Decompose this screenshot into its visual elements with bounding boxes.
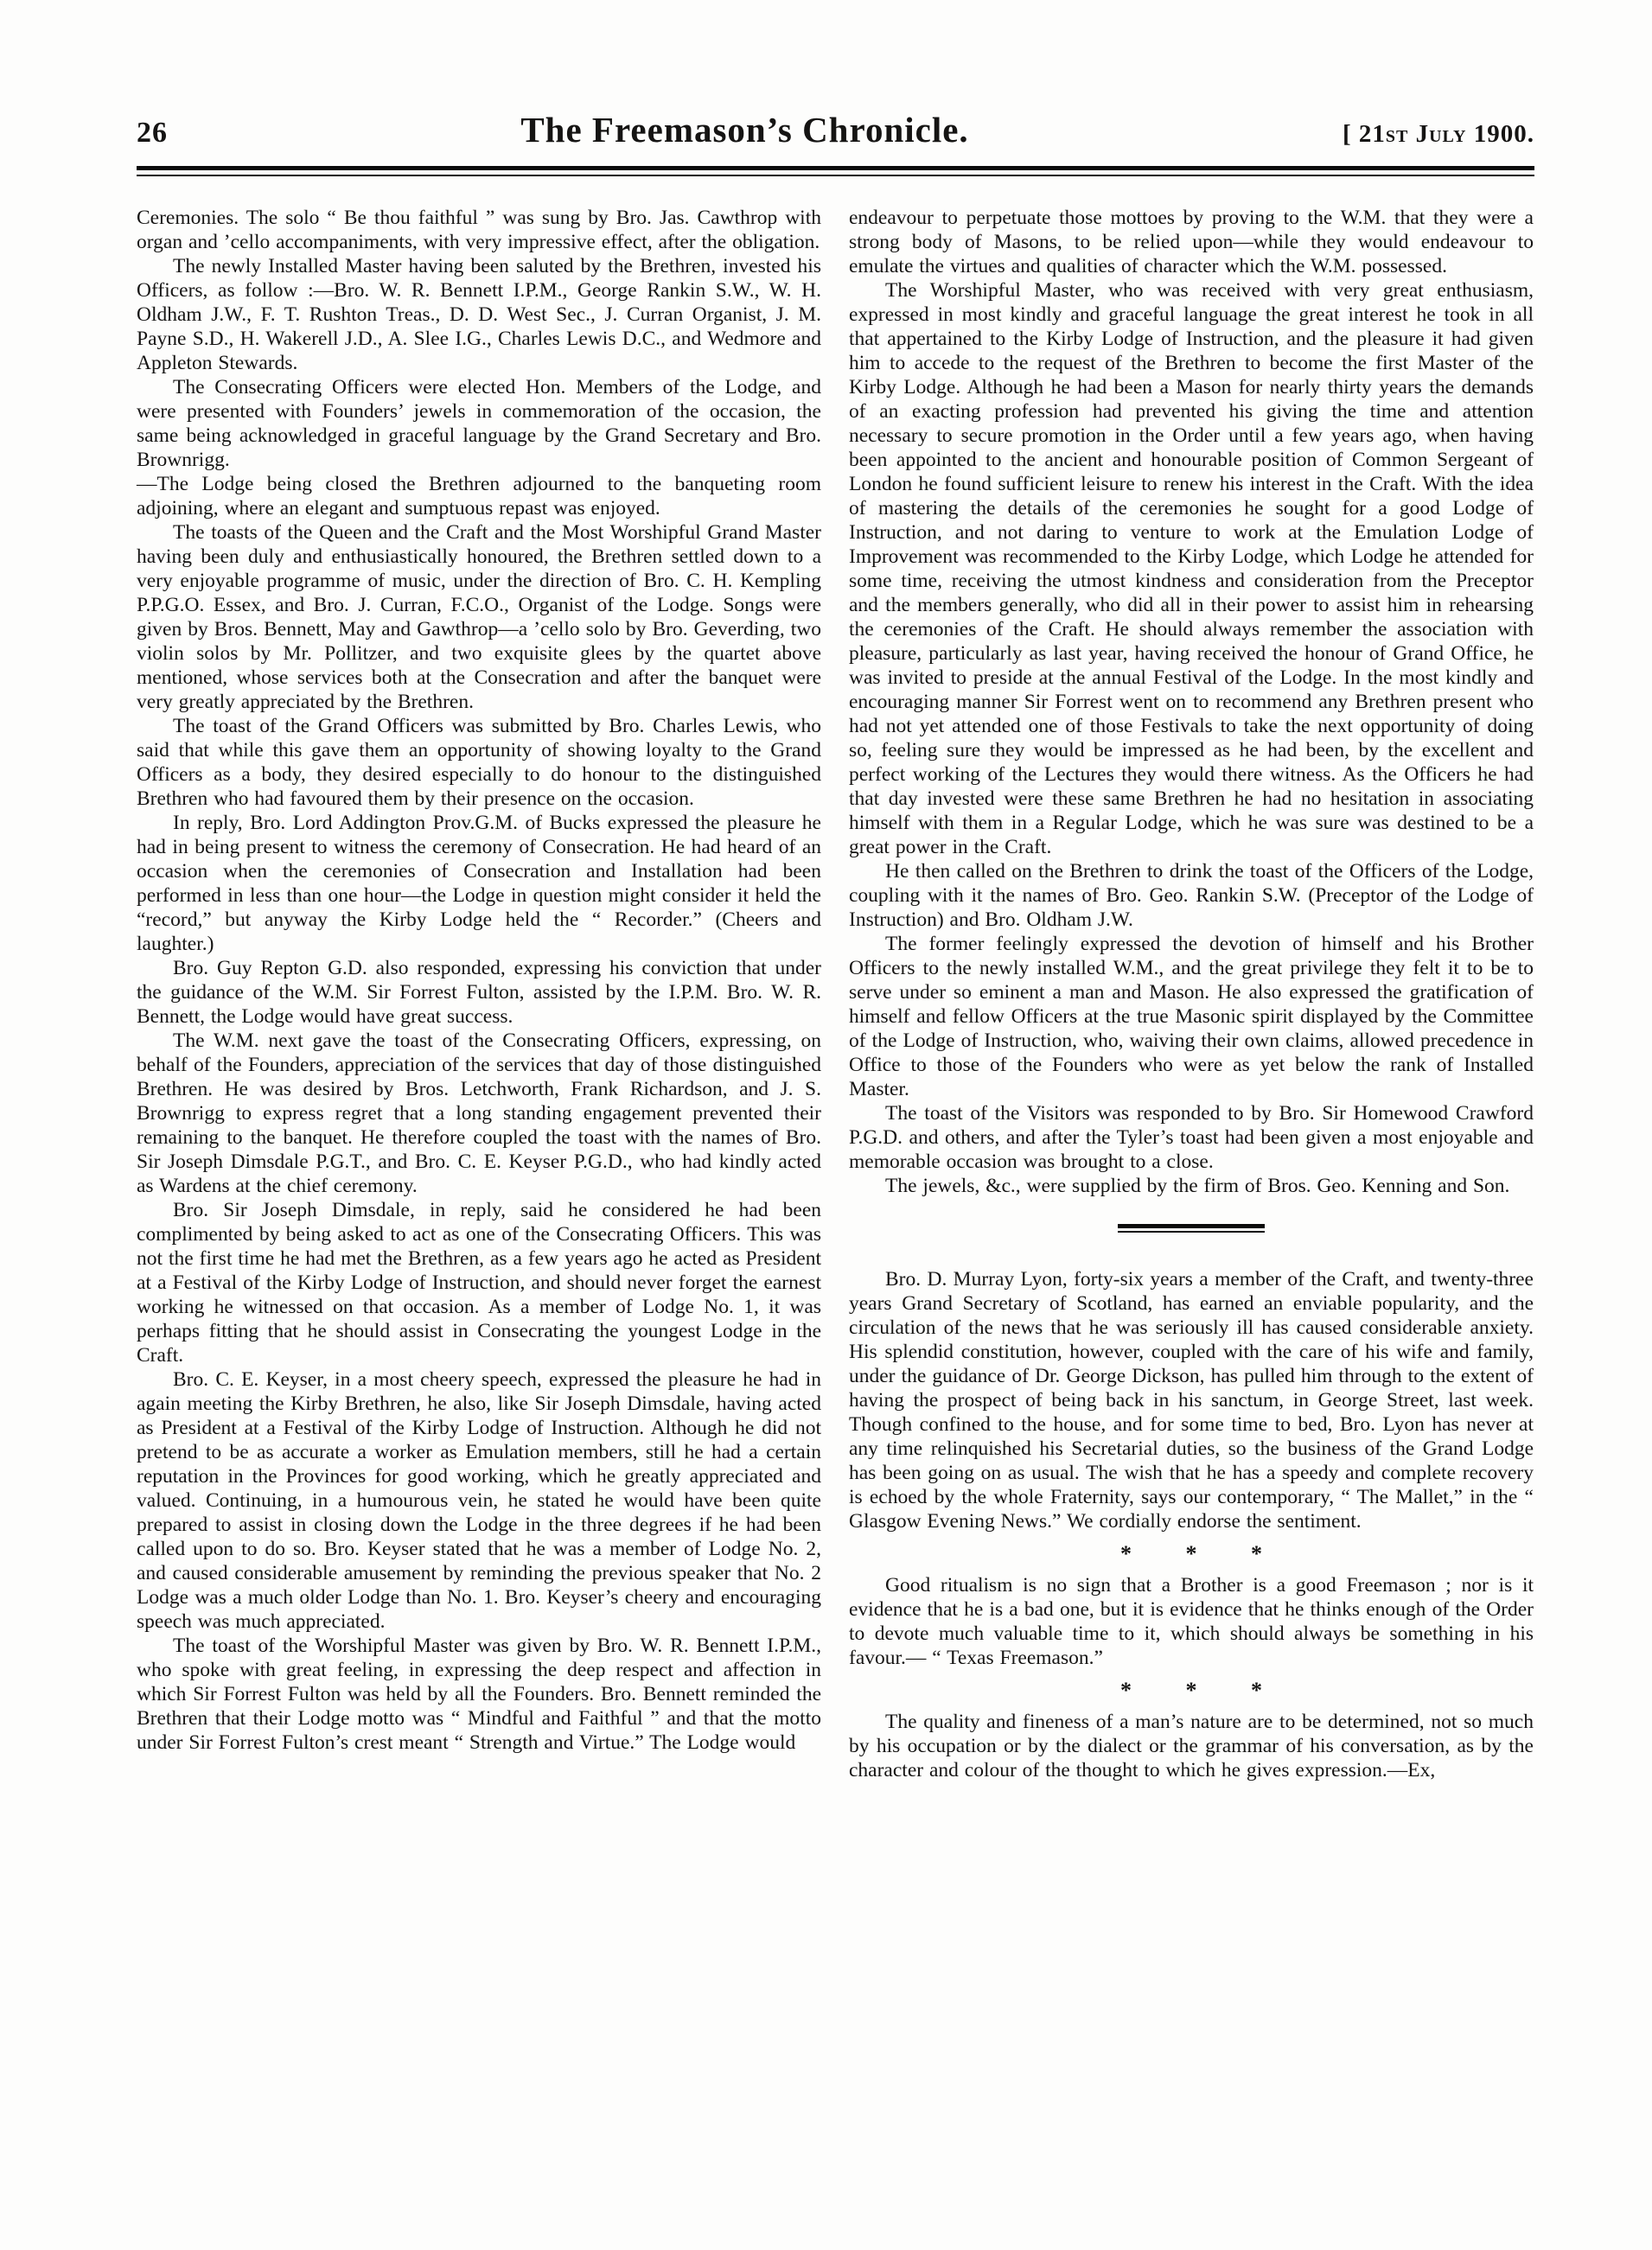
- paragraph: The W.M. next gave the toast of the Consecrating Officers, expressing, on behalf of the Founders, appreciation of the services that day of those distinguished Brethren. He was desired by Bros. Letchworth, Frank Richardson, and J. S. Brownrigg to express regret that a long standing engagement prevented their remaining to the banquet. He therefore coupled the toast with the names of Bro. Sir Joseph Dimsdale P.G.T., and Bro. C. E. Keyser P.G.D., who had kindly acted as Wardens at the chief ceremony.: [137, 1029, 821, 1197]
- paragraph: The quality and fineness of a man’s nature are to be determined, not so much by his occupation or by the dialect or the grammar of his conversation, as by the character and colour of the thought to which he gives expression.—Ex,: [849, 1711, 1534, 1782]
- paragraph: Ceremonies. The solo “ Be thou faithful ” was sung by Bro. Jas. Cawthrop with organ and ’cello accompaniments, with very impressive effect, after the obligation.: [137, 207, 821, 253]
- paragraph: The former feelingly expressed the devotion of himself and his Brother Officers to the newly installed W.M., and the great privilege they felt it to be to serve under so eminent a man and Mason. He also expressed the gratification of himself and fellow Officers at the true Masonic spirit displayed by the Committee of the Lodge of Instruction, who, waiving their own claims, allowed precedence in Office to those of the Founders who were as yet below the rank of Installed Master.: [849, 933, 1534, 1100]
- paragraph: Bro. C. E. Keyser, in a most cheery speech, expressed the pleasure he had in again meeting the Kirby Brethren, he also, like Sir Joseph Dimsdale, having acted as President at a Festival of the Kirby Lodge of Instruction. Although he did not pretend to be as accurate a worker as Emulation members, still he had a certain reputation in the Provinces for good working, which he greatly appreciated and valued. Continuing, in a humourous vein, he stated he would have been quite prepared to assist in closing down the Lodge in the three degrees if he had been called upon to do so. Bro. Keyser stated that he was a member of Lodge No. 2, and caused considerable amusement by reminding the previous speaker that No. 2 Lodge was a much older Lodge than No. 1. Bro. Keyser’s cheery and encouraging speech was much appreciated.: [137, 1368, 821, 1633]
- header-rule: [137, 166, 1534, 176]
- paragraph: Bro. Sir Joseph Dimsdale, in reply, said he considered he had been complimented by being asked to act as one of the Consecrating Officers. This was not the first time he had met the Brethren, as a few years ago he acted as President at a Festival of the Kirby Lodge of Instruction, and should never forget the earnest working he witnessed on that occasion. As a member of Lodge No. 1, it was perhaps fitting that he should assist in Consecrating the youngest Lodge in the Craft.: [137, 1199, 821, 1367]
- paragraph: The Consecrating Officers were elected Hon. Members of the Lodge, and were presented with Founders’ jewels in commemoration of the occasion, the same being acknowledged in graceful language by the Grand Secretary and Bro. Brownrigg.: [137, 376, 821, 471]
- paragraph: The jewels, &c., were supplied by the firm of Bros. Geo. Kenning and Son.: [885, 1175, 1510, 1197]
- paragraph: The Worshipful Master, who was received with very great enthusiasm, expressed in most kindly and graceful language the great interest he took in all that appertained to the Kirby Lodge of Instruction, and the pleasure it had given him to accede to the request of the Brethren to become the first Master of the Kirby Lodge. Although he had been a Mason for nearly thirty years the demands of an exacting profession had prevented his giving the time and attention necessary to secure promotion in the Order until a few years ago, when having been appointed to the ancient and honourable position of Common Sergeant of London he found sufficient leisure to renew his interest in the Craft. With the idea of mastering the details of the ceremonies he sought for a good Lodge of Instruction, and not daring to venture to work at the Emulation Lodge of Improvement was recommended to the Kirby Lodge, which Lodge he attended for some time, receiving the utmost kindness and consideration from the Preceptor and the members generally, who did all in their power to assist him in rehearsing the ceremonies of the Craft. He should always remember the association with pleasure, particularly as last year, having received the honour of Grand Office, he was invited to preside at the annual Festival of the Lodge. In the most kindly and encouraging manner Sir Forrest went on to recommend any Brethren present who had not yet attended one of those Festivals to take the next opportunity of doing so, feeling sure they would be impressed as he had been, by the excellent and perfect working of the Lectures they would there witness. As the Officers he had that day invested were these same Brethren he had no hesitation in associating himself with them in a Regular Lodge, which he was sure was destined to be a great power in the Craft.: [849, 279, 1534, 858]
- page-number: 26: [137, 117, 168, 149]
- right-column: [849, 206, 1534, 1782]
- paragraph: The toast of the Grand Officers was submitted by Bro. Charles Lewis, who said that while this gave them an opportunity of showing loyalty to the Grand Officers as a body, they desired especially to do honour to the distinguished Brethren who had favoured them by their presence on the occasion.: [137, 715, 821, 810]
- paragraph: The newly Installed Master having been saluted by the Brethren, invested his Officers, as follow :—Bro. W. R. Bennett I.P.M., George Rankin S.W., W. H. Oldham J.W., F. T. Rushton Treas., D. D. West Sec., J. Curran Organist, J. M. Payne S.D., H. Wakerell J.D., A. Slee I.G., Charles Lewis D.C., and Wedmore and Appleton Stewards.: [137, 255, 821, 374]
- masthead-title: The Freemason’s Chronicle.: [520, 110, 969, 150]
- paragraph: He then called on the Brethren to drink the toast of the Officers of the Lodge, coupling with it the names of Bro. Geo. Rankin S.W. (Preceptor of the Lodge of Instruction) and Bro. Oldham J.W.: [849, 860, 1534, 931]
- paragraph: endeavour to perpetuate those mottoes by proving to the W.M. that they were a strong body of Masons, to be relied upon—while they would endeavour to emulate the virtues and qualities of character which the W.M. possessed.: [849, 207, 1534, 277]
- paragraph: The toasts of the Queen and the Craft and the Most Worshipful Grand Master having been duly and enthusiastically honoured, the Brethren settled down to a very enjoyable programme of music, under the direction of Bro. C. H. Kempling P.P.G.O. Essex, and Bro. J. Curran, F.C.O., Organist of the Lodge. Songs were given by Bros. Bennett, May and Gawthrop—a ’cello solo by Bro. Geverding, two violin solos by Mr. Pollitzer, and two exquisite glees by the quartet above mentioned, whose services both at the Consecration and after the banquet were very greatly appreciated by the Brethren.: [137, 521, 821, 713]
- section-divider-rule: [1118, 1224, 1265, 1233]
- article-columns: [137, 206, 1534, 1782]
- asterisk-separator: * * *: [1120, 1678, 1262, 1703]
- paragraph: —The Lodge being closed the Brethren adjourned to the banqueting room adjoining, where an elegant and sumptuous repast was enjoyed.: [137, 473, 821, 519]
- asterisk-separator: * * *: [1120, 1541, 1262, 1566]
- paragraph: Bro. Guy Repton G.D. also responded, expressing his conviction that under the guidance of the W.M. Sir Forrest Fulton, assisted by the I.P.M. Bro. W. R. Bennett, the Lodge would have great success.: [137, 957, 821, 1028]
- paragraph: In reply, Bro. Lord Addington Prov.G.M. of Bucks expressed the pleasure he had in being present to witness the ceremony of Consecration. He had heard of an occasion when the ceremonies of Consecration and Installation had been performed in less than one hour—the Lodge in question might consider it held the “record,” but anyway the Kirby Lodge held the “ Recorder.” (Cheers and laughter.): [137, 812, 821, 955]
- left-column: [137, 206, 821, 1782]
- issue-date: [ 21st July 1900.: [1342, 120, 1534, 148]
- paragraph: Good ritualism is no sign that a Brother is a good Freemason ; nor is it evidence that he is a bad one, but it is evidence that he thinks enough of the Order to devote much valuable time to it, which should always be something in his favour.— “ Texas Freemason.”: [849, 1574, 1534, 1669]
- paragraph: Bro. D. Murray Lyon, forty-six years a member of the Craft, and twenty-three years Grand Secretary of Scotland, has earned an enviable popularity, and the circulation of the news that he was seriously ill has caused considerable anxiety. His splendid constitution, however, coupled with the care of his wife and family, under the guidance of Dr. George Dickson, has pulled him through to the extent of having the prospect of being back in his sanctum, in George Street, last week. Though confined to the house, and for some time to bed, Bro. Lyon has never at any time relinquished his Secretarial duties, so the business of the Grand Lodge has been going on as usual. The wish that he has a speedy and complete recovery is echoed by the whole Fraternity, says our contemporary, “ The Mallet,” in the “ Glasgow Evening News.” We cordially endorse the sentiment.: [849, 1268, 1534, 1533]
- paragraph: The toast of the Worshipful Master was given by Bro. W. R. Bennett I.P.M., who spoke with great feeling, in expressing the deep respect and affection in which Sir Forrest Fulton was held by all the Founders. Bro. Bennett reminded the Brethren that their Lodge motto was “ Mindful and Faithful ” and that the motto under Sir Forrest Fulton’s crest meant “ Strength and Virtue.” The Lodge would: [137, 1635, 821, 1754]
- paragraph: The toast of the Visitors was responded to by Bro. Sir Homewood Crawford P.G.D. and others, and after the Tyler’s toast had been given a most enjoyable and memorable occasion was brought to a close.: [849, 1102, 1534, 1173]
- page-header: [137, 109, 1534, 156]
